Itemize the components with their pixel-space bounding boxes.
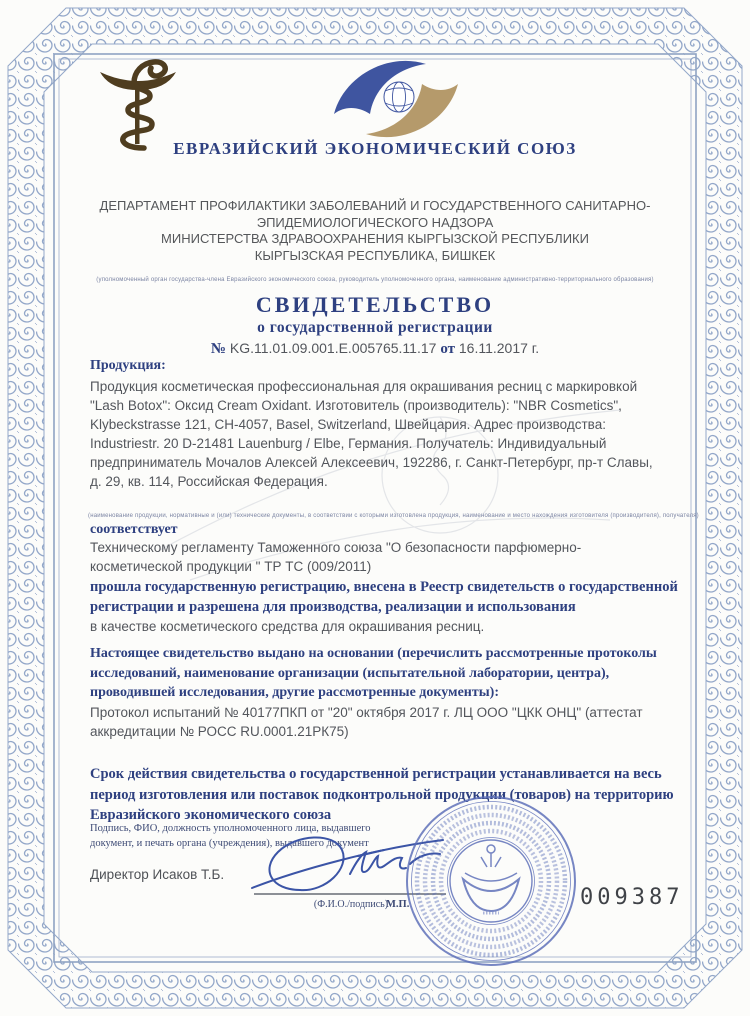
product-description: Продукция косметическая профессиональная для окрашивания ресниц с маркировкой "Lash Botox": Оксид Cream Oxidant. Изготовитель (производитель): "NBR Cosmetics", Klybeckstrasse 121, CH-4057, Basel, Switzerland, Швейцария. Адрес производства: Industriestr. 20 D-21481 Lauenburg / Elbe, Германия. Получатель: Индивидуальный предприниматель Мочалов Алексей Алексеевич, 192286, г. Санкт-Петербург, пр-т Славы, д. 29, кв. 114, Российская Федерация. bbox=[90, 379, 653, 489]
authority-block bbox=[75, 198, 675, 264]
number-prefix: № bbox=[210, 341, 226, 357]
certificate-number-line bbox=[0, 340, 750, 358]
authority-line: КЫРГЫЗСКАЯ РЕСПУБЛИКА, БИШКЕК bbox=[254, 247, 496, 263]
authority-line: ЭПИДЕМИОЛОГИЧЕСКОГО НАДЗОРА bbox=[256, 214, 494, 230]
authority-line: ДЕПАРТАМЕНТ ПРОФИЛАКТИКИ ЗАБОЛЕВАНИЙ И ГОСУДАРСТВЕННОГО САНИТАРНО- bbox=[99, 198, 651, 213]
director-name: Директор Исаков Т.Б. bbox=[90, 867, 225, 882]
union-name: ЕВРАЗИЙСКИЙ ЭКОНОМИЧЕСКИЙ СОЮЗ bbox=[173, 139, 577, 158]
date-prefix: от bbox=[440, 341, 455, 357]
product-label: Продукция: bbox=[90, 358, 166, 373]
compliance-text: Техническому регламенту Таможенного союза "О безопасности парфюмерно-косметической продукции " ТР ТС (009/2011) bbox=[90, 540, 582, 574]
stamp-place-label: М.П. bbox=[386, 899, 410, 910]
registration-statement bbox=[90, 577, 680, 637]
registration-bold-text: прошла государственную регистрацию, внесена в Реестр свидетельств о государственной регистрации и разрешена для производства, реализации и использования bbox=[90, 579, 678, 615]
registration-normal-text: в качестве косметического средства для окрашивания ресниц. bbox=[90, 619, 485, 634]
compliance-label: соответствует bbox=[90, 522, 178, 537]
validity-statement: Срок действия свидетельства о государственной регистрации устанавливается на весь период изготовления или поставок подконтрольной продукции (товаров) на территорию Евразийского экономического союза bbox=[90, 766, 674, 823]
basis-bold-text: Настоящее свидетельство выдано на основании (перечислить рассмотренные протоколы исследований, наименование организации (испытательной лаборатории, центра), проводившей исследования, другие рассмотренные документы): bbox=[90, 646, 657, 700]
signature-caption: (Ф.И.О./подпись) bbox=[313, 899, 389, 910]
product-caption: (наименование продукции, нормативные и (или) технические документы, в соответствии с которыми изготовлена продукция, наименование и место нахождения изготовителя (производителя), получателя) bbox=[88, 513, 699, 519]
signature-note: Подпись, ФИО, должность уполномоченного лица, выдавшего документ, и печать органа (учреждения), выдавшего документ bbox=[90, 823, 371, 849]
document-title: СВИДЕТЕЛЬСТВО bbox=[255, 292, 495, 317]
eaeu-logo-icon bbox=[326, 50, 466, 148]
basis-statement bbox=[90, 644, 672, 741]
authority-line: МИНИСТЕРСТВА ЗДРАВООХРАНЕНИЯ КЫРГЫЗСКОЙ РЕСПУБЛИКИ bbox=[161, 231, 589, 246]
serial-number: 009387 bbox=[580, 885, 684, 910]
ministry-round-stamp bbox=[403, 793, 579, 969]
document-subtitle: о государственной регистрации bbox=[257, 319, 493, 336]
basis-protocol-text: Протокол испытаний № 40177ПКП от "20" октября 2017 г. ЛЦ ООО "ЦКК ОНЦ" (аттестат аккредитации № РОСС RU.0001.21РК75) bbox=[90, 704, 643, 739]
certificate-number: KG.11.01.09.001.E.005765.11.17 bbox=[229, 340, 437, 356]
certificate-date: 16.11.2017 г. bbox=[458, 340, 540, 356]
authority-caption: (уполномоченный орган государства-члена Евразийского экономического союза, руководитель уполномоченного органа, наименование административно-территориального образования) bbox=[96, 277, 654, 283]
